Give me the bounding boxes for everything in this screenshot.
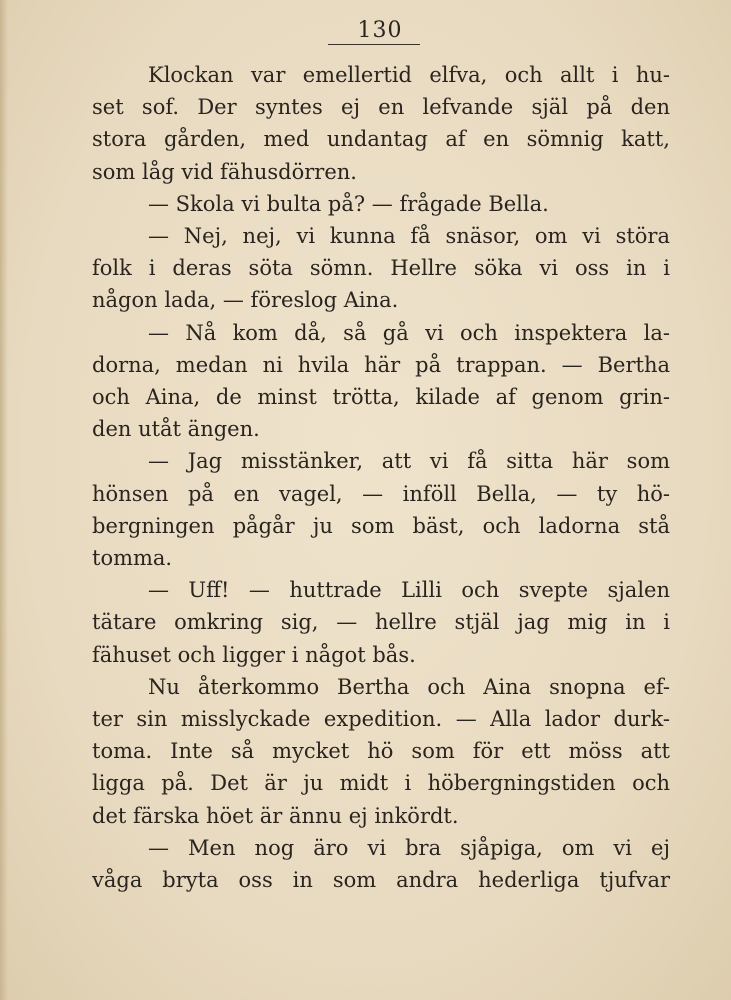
- text-line: Nu återkommo Bertha och Aina snopna ef-: [148, 674, 670, 699]
- page-number: 130: [357, 18, 403, 43]
- text-line: — Men nog äro vi bra sjåpiga, om vi ej: [148, 835, 670, 860]
- text-line: set sof. Der syntes ej en lefvande själ på den: [92, 95, 670, 120]
- text-line: tätare omkring sig, — hellre stjäl jag mig in i: [92, 610, 670, 635]
- text-line: fähuset och ligger i något bås.: [92, 642, 416, 667]
- text-line: tomma.: [92, 546, 173, 570]
- text-line: våga bryta oss in som andra hederliga tjufvar: [92, 868, 670, 892]
- text-line: toma. Inte så mycket hö som för ett möss att: [92, 739, 670, 764]
- text-line: — Jag misstänker, att vi få sitta här som: [148, 449, 670, 474]
- text-line: — Skola vi bulta på? — frågade Bella.: [148, 191, 549, 216]
- text-line: hönsen på en vagel, — inföll Bella, — ty hö-: [92, 481, 670, 506]
- text-line: stora gården, med undantag af en sömnig katt,: [92, 127, 670, 152]
- text-line: — Uff! — huttrade Lilli och svepte sjalen: [148, 578, 670, 603]
- text-line: — Nå kom då, så gå vi och inspektera la-: [148, 320, 670, 345]
- page-gutter-shadow: [0, 0, 8, 1000]
- text-line: — Nej, nej, vi kunna få snäsor, om vi störa: [148, 224, 670, 248]
- text-line: ter sin misslyckade expedition. — Alla lador durk-: [92, 707, 670, 731]
- text-line: folk i deras söta sömn. Hellre söka vi oss in i: [92, 256, 670, 281]
- text-line: den utåt ängen.: [92, 417, 260, 442]
- text-line: någon lada, — föreslog Aina.: [92, 288, 399, 313]
- text-line: som låg vid fähusdörren.: [92, 159, 357, 184]
- text-line: dorna, medan ni hvila här på trappan. — Bertha: [92, 352, 670, 377]
- text-line: det färska höet är ännu ej inkördt.: [92, 803, 459, 828]
- text-line: ligga på. Det är ju midt i höbergningstiden och: [92, 771, 670, 796]
- text-line: bergningen pågår ju som bäst, och ladorna stå: [92, 513, 670, 538]
- text-line: Klockan var emellertid elfva, och allt i hu-: [148, 63, 670, 87]
- text-line: och Aina, de minst trötta, kilade af genom grin-: [92, 385, 670, 409]
- page-number-rule: [328, 44, 420, 45]
